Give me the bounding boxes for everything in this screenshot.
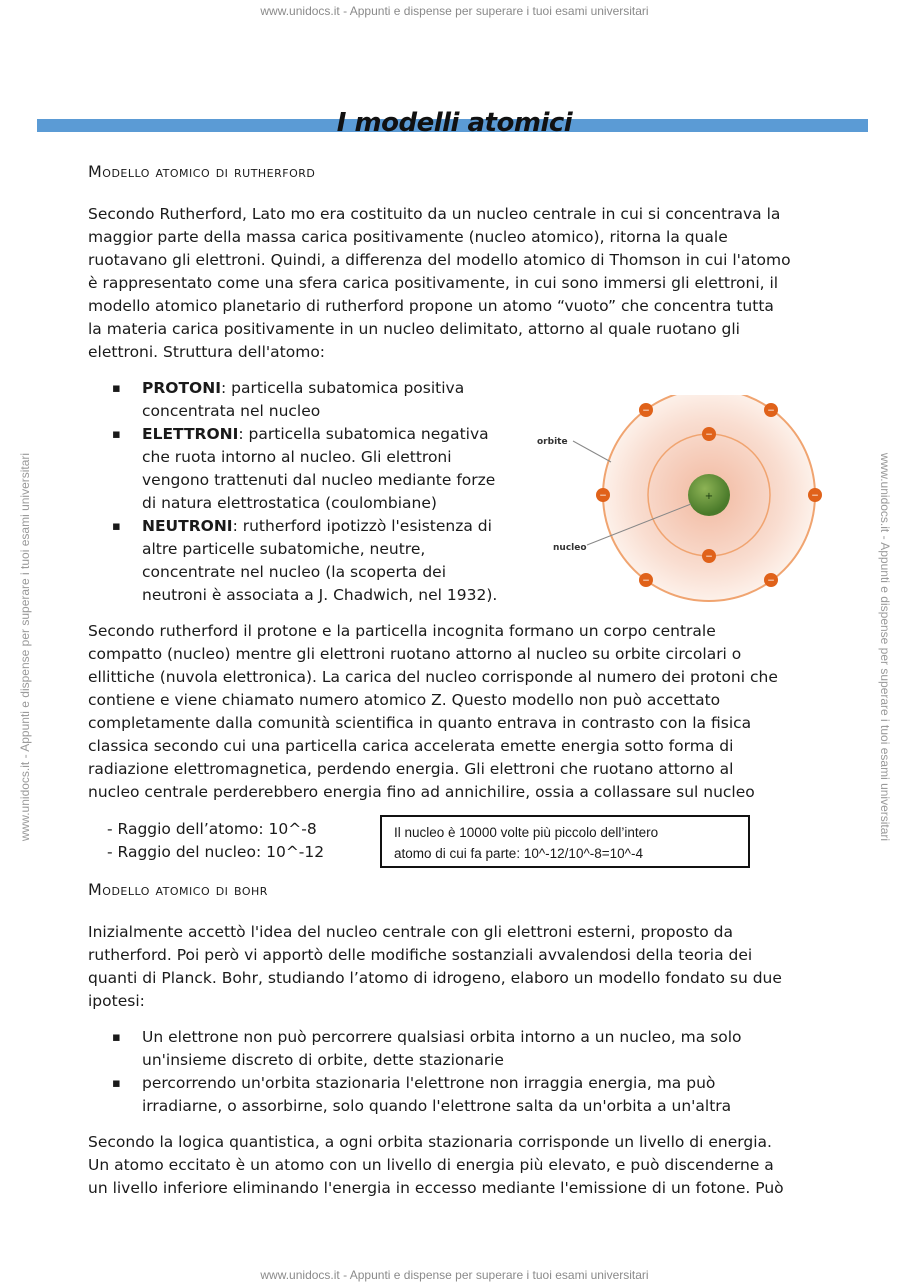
text-line: elettroni. Struttura dell'atomo:	[88, 343, 326, 361]
list-text: : particella subatomica negativa	[238, 425, 489, 443]
electron	[764, 573, 778, 587]
bohr-paragraph	[88, 921, 818, 1013]
text-line: quanti di Planck. Bohr, studiando l’atomo di idrogeno, elaboro un modello fondato su due	[88, 969, 782, 987]
text-line: rutherford. Poi però vi apportò delle modifiche sostanziali avvalendosi della teoria dei	[88, 946, 753, 964]
text-line: è rappresentato come una sfera carica positivamente, in cui sono immersi gli elettroni, il	[88, 274, 779, 292]
hypothesis-list	[112, 1026, 832, 1118]
note-box	[380, 815, 750, 868]
electron	[808, 488, 822, 502]
section-heading-bohr: Modello atomico di bohr	[88, 880, 268, 899]
text-line: la materia carica positivamente in un nucleo delimitato, attorno al quale ruotano gli	[88, 320, 740, 338]
electron	[702, 427, 716, 441]
electron	[596, 488, 610, 502]
rutherford-paragraph	[88, 203, 818, 364]
rutherford-paragraph-2	[88, 620, 818, 804]
label-orbite: orbite	[537, 437, 568, 447]
term-protoni: PROTONI	[142, 379, 221, 397]
electron	[639, 573, 653, 587]
watermark-top: www.unidocs.it - Appunti e dispense per superare i tuoi esami universitari	[260, 4, 649, 18]
text-line: Secondo rutherford il protone e la particella incognita formano un corpo centrale	[88, 622, 716, 640]
watermark-left: www.unidocs.it - Appunti e dispense per superare i tuoi esami universitari	[18, 452, 32, 842]
list-text: : particella subatomica positiva	[220, 379, 465, 397]
list-text: irradiarne, o assorbirne, solo quando l'elettrone salta da un'orbita a un'altra	[142, 1097, 732, 1115]
text-line: ipotesi:	[88, 992, 145, 1010]
orbite-pointer	[573, 441, 611, 462]
svg-text:−: −	[642, 406, 650, 416]
electron	[702, 549, 716, 563]
text-line: Secondo la logica quantistica, a ogni orbita stazionaria corrisponde un livello di energia.	[88, 1133, 772, 1151]
note-line: Il nucleo è 10000 volte più piccolo dell’intero	[394, 825, 659, 840]
radius-list	[107, 818, 324, 864]
page-title: I modelli atomici	[336, 108, 573, 138]
text-line: Un atomo eccitato è un atomo con un livello di energia più elevato, e può discenderne a	[88, 1156, 774, 1174]
svg-text:−: −	[767, 576, 775, 586]
note-line: atomo di cui fa parte: 10^-12/10^-8=10^-4	[394, 846, 644, 861]
list-text: che ruota intorno al nucleo. Gli elettroni	[142, 448, 452, 466]
term-elettroni: ELETTRONI	[142, 425, 239, 443]
list-text: altre particelle subatomiche, neutre,	[142, 540, 426, 558]
radius-nucleus: - Raggio del nucleo: 10^-12	[107, 843, 325, 861]
atom-diagram	[535, 395, 835, 605]
svg-text:−: −	[811, 491, 819, 501]
label-nucleo: nucleo	[553, 543, 587, 553]
list-text: concentrata nel nucleo	[142, 402, 321, 420]
radius-atom: - Raggio dell’atomo: 10^-8	[107, 820, 317, 838]
text-line: nucleo centrale perderebbero energia fino ad annichilire, ossia a collassare sul nucleo	[88, 783, 755, 801]
text-line: Inizialmente accettò l'idea del nucleo centrale con gli elettroni esterni, proposto da	[88, 923, 734, 941]
list-item-hypothesis-2	[112, 1072, 832, 1118]
particle-list	[112, 377, 522, 607]
list-text: concentrate nel nucleo (la scoperta dei	[142, 563, 447, 581]
text-line: radiazione elettromagnetica, perdendo energia. Gli elettroni che ruotano attorno al	[88, 760, 734, 778]
list-item-protoni	[112, 377, 522, 423]
list-item-hypothesis-1	[112, 1026, 832, 1072]
svg-text:−: −	[705, 552, 713, 562]
nucleus-sign: +	[704, 491, 714, 502]
watermark-bottom: www.unidocs.it - Appunti e dispense per superare i tuoi esami universitari	[260, 1268, 649, 1282]
svg-text:−: −	[705, 430, 713, 440]
text-line: compatto (nucleo) mentre gli elettroni ruotano attorno al nucleo su orbite circolari o	[88, 645, 742, 663]
text-line: contiene e viene chiamato numero atomico Z. Questo modello non può accettato	[88, 691, 721, 709]
text-line: Secondo Rutherford, Lato mo era costituito da un nucleo centrale in cui si concentrava la	[88, 205, 781, 223]
svg-text:−: −	[642, 576, 650, 586]
svg-text:−: −	[767, 406, 775, 416]
term-neutroni: NEUTRONI	[142, 517, 233, 535]
text-line: ruotavano gli elettroni. Quindi, a differenza del modello atomico di Thomson in cui l'atomo	[88, 251, 791, 269]
text-line: classica secondo cui una particella carica accelerata emette energia sotto forma di	[88, 737, 734, 755]
text-line: completamente dalla comunità scientifica in quanto entrava in contrasto con la fisica	[88, 714, 752, 732]
section-heading-rutherford: Modello atomico di rutherford	[88, 162, 316, 181]
list-text: ▪ Un elettrone non può percorrere qualsiasi orbita intorno a un nucleo, ma solo	[142, 1028, 742, 1046]
electron	[639, 403, 653, 417]
list-text: ▪ percorrendo un'orbita stazionaria l'elettrone non irraggia energia, ma può	[142, 1074, 716, 1092]
electron	[764, 403, 778, 417]
list-text: vengono trattenuti dal nucleo mediante forze	[142, 471, 496, 489]
text-line: maggior parte della massa carica positivamente (nucleo atomico), ritorna la quale	[88, 228, 728, 246]
bohr-paragraph-2	[88, 1131, 818, 1200]
svg-text:−: −	[599, 491, 607, 501]
text-line: modello atomico planetario di rutherford propone un atomo “vuoto” che concentra tutta	[88, 297, 774, 315]
list-text: di natura elettrostatica (coulombiane)	[142, 494, 437, 512]
list-text: neutroni è associata a J. Chadwich, nel 1932).	[142, 586, 498, 604]
text-line: un livello inferiore eliminando l'energia in eccesso mediante l'emissione di un fotone. Può	[88, 1179, 784, 1197]
list-text: : rutherford ipotizzò l'esistenza di	[232, 517, 492, 535]
watermark-right: www.unidocs.it - Appunti e dispense per superare i tuoi esami universitari	[878, 452, 892, 842]
text-line: ellittiche (nuvola elettronica). La carica del nucleo corrisponde al numero dei protoni che	[88, 668, 778, 686]
list-item-neutroni	[112, 515, 522, 607]
list-item-elettroni	[112, 423, 522, 515]
list-text: un'insieme discreto di orbite, dette stazionarie	[142, 1051, 504, 1069]
